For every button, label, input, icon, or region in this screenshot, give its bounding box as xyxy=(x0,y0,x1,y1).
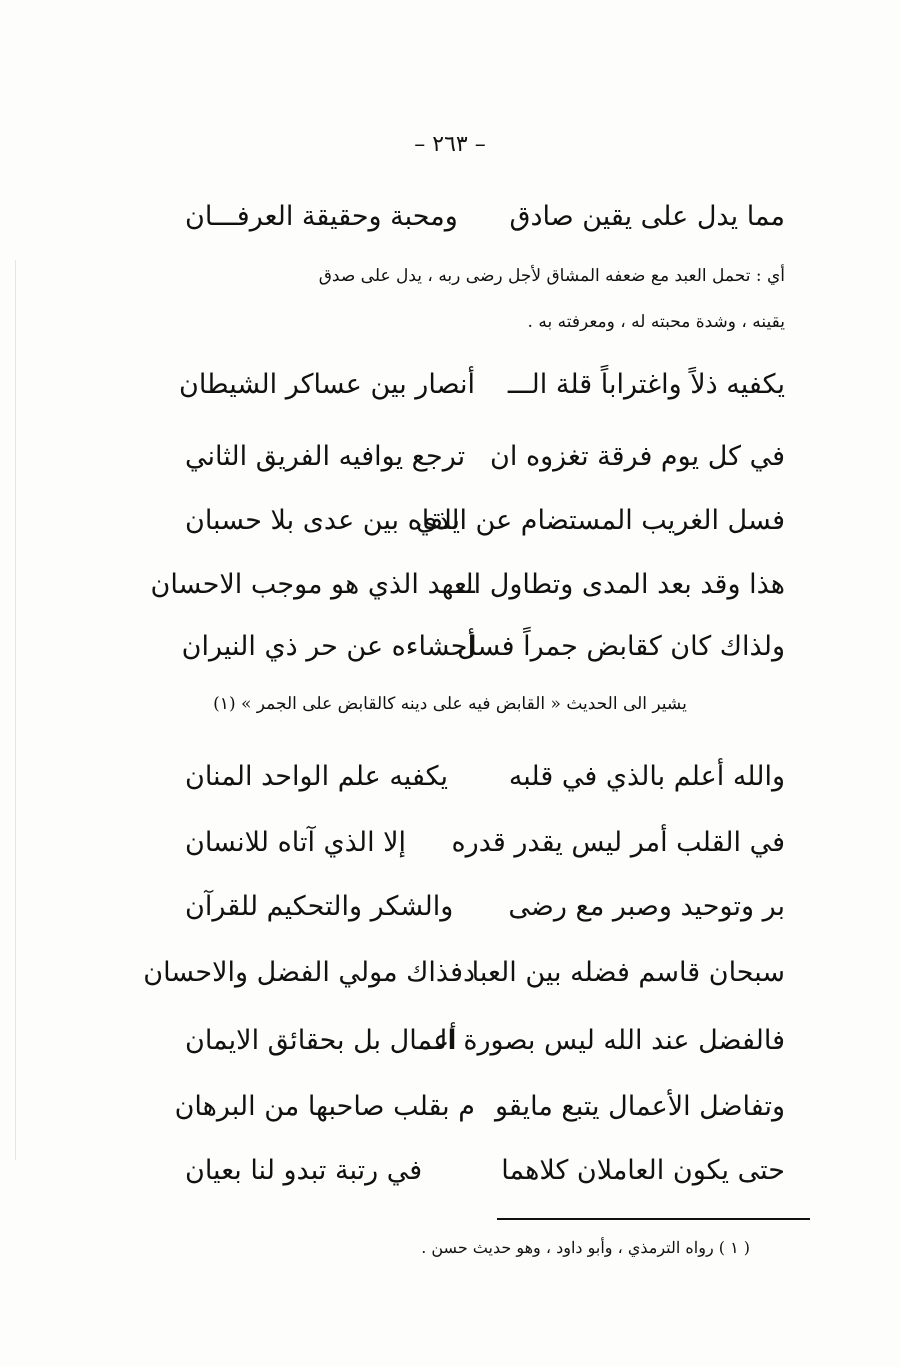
page-number: – ٢٦٣ – xyxy=(414,132,486,157)
verse-first-hemistich: سبحان قاسم فضله بين العبا xyxy=(471,956,785,988)
verse-second-hemistich: أعمال بل بحقائق الايمان xyxy=(185,1024,457,1056)
verse-first-hemistich: فسل الغريب المستضام عن الذي xyxy=(415,504,785,536)
verse-row xyxy=(185,1150,785,1190)
verse-row xyxy=(185,822,785,862)
verse-first-hemistich: بر وتوحيد وصبر مع رضى xyxy=(508,890,785,922)
verse-second-hemistich: ـعهد الذي هو موجب الاحسان xyxy=(150,568,475,600)
verse-row xyxy=(174,1086,785,1126)
hadith-reference-note: يشير الى الحديث « القابض فيه على دينه كالقابض على الجمر » (١) xyxy=(213,694,687,714)
verse-second-hemistich: دفذاك مولي الفضل والاحسان xyxy=(143,956,475,988)
verse-first-hemistich: يكفيه ذلاً واغتراباً قلة الـــ xyxy=(507,368,785,400)
verse-second-hemistich: إلا الذي آتاه للانسان xyxy=(185,826,407,858)
verse-first-hemistich: هذا وقد بعد المدى وتطاول الـــ xyxy=(441,568,785,600)
commentary-line-1: أي : تحمل العبد مع ضعفه المشاق لأجل رضى ربه ، يدل على صدق xyxy=(318,266,785,286)
verse-second-hemistich: أحشاءه عن حر ذي النيران xyxy=(181,630,475,662)
commentary-line-2: يقينه ، وشدة محبته له ، ومعرفته به . xyxy=(527,312,785,332)
verse-first-hemistich: مما يدل على يقين صادق xyxy=(509,200,785,232)
footnote-separator xyxy=(497,1218,810,1220)
verse-second-hemistich: يلقاه بين عدى بلا حسبان xyxy=(185,504,461,536)
verse-first-hemistich: وتفاضل الأعمال يتبع مايقو xyxy=(494,1090,785,1122)
verse-first-hemistich: ولذاك كان كقابض جمراً فسل xyxy=(457,630,785,662)
verse-second-hemistich: م بقلب صاحبها من البرهان xyxy=(174,1090,475,1122)
verse-second-hemistich: في رتبة تبدو لنا بعيان xyxy=(185,1154,423,1186)
footnote: ( ١ ) رواه الترمذي ، وأبو داود ، وهو حديث حسن . xyxy=(421,1238,750,1257)
verse-row xyxy=(185,886,785,926)
verse-first-hemistich: حتى يكون العاملان كلاهما xyxy=(501,1154,785,1186)
verse-second-hemistich: أنصار بين عساكر الشيطان xyxy=(179,368,475,400)
verse-first-hemistich: فالفضل عند الله ليس بصورة الـــ xyxy=(415,1024,785,1056)
verse-row xyxy=(185,500,785,540)
verse-top xyxy=(185,196,785,236)
verse-row xyxy=(143,952,785,992)
verse-row xyxy=(185,436,785,476)
verse-row xyxy=(185,756,785,796)
verse-row xyxy=(150,564,785,604)
verse-first-hemistich: في القلب أمر ليس يقدر قدره xyxy=(451,826,785,858)
verse-second-hemistich: ومحبة وحقيقة العرفـــان xyxy=(185,200,458,232)
verse-first-hemistich: والله أعلم بالذي في قلبه xyxy=(508,760,785,792)
verse-first-hemistich: في كل يوم فرقة تغزوه ان xyxy=(490,440,785,472)
verse-row xyxy=(179,364,785,404)
verse-second-hemistich: يكفيه علم الواحد المنان xyxy=(185,760,449,792)
verse-second-hemistich: ترجع يوافيه الفريق الثاني xyxy=(185,440,466,472)
verse-second-hemistich: والشكر والتحكيم للقرآن xyxy=(185,890,454,922)
verse-row xyxy=(181,626,785,666)
verse-row xyxy=(185,1020,785,1060)
